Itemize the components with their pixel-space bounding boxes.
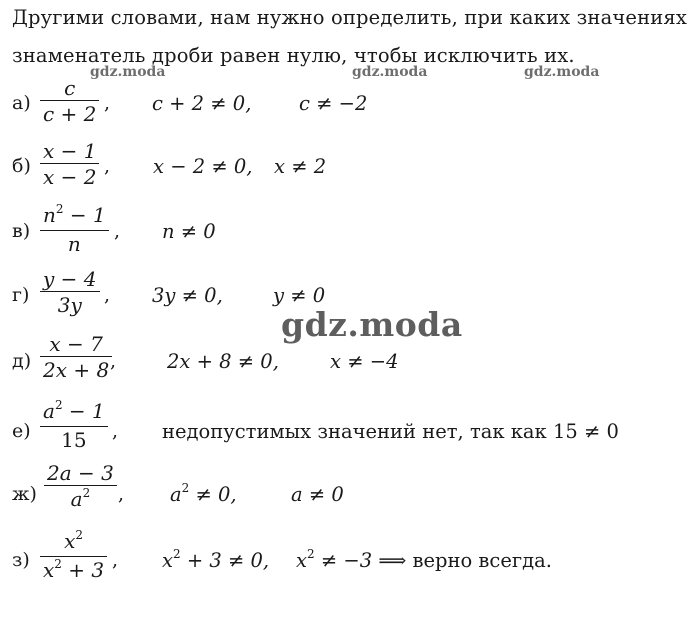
condition: 3y ≠ 0, [152,284,223,307]
numerator: 2a − 3 [47,461,114,485]
fraction [44,461,117,515]
result: $x^2 \ne -3$ ⟹ верно всегда. [296,547,552,572]
result: a ≠ 0 [291,483,344,506]
result: c ≠ −2 [299,92,368,115]
denominator: n [67,232,81,256]
comma: , [104,155,111,177]
numerator: y − 4 [43,267,97,291]
fraction [40,139,99,190]
item-label: г) [12,284,30,306]
condition: 2x + 8 ≠ 0, [167,350,279,373]
item-label: а) [12,92,31,114]
condition: n ≠ 0 [162,220,216,243]
denominator: c + 2 [43,102,97,126]
fraction [40,203,109,257]
denominator: $x^2 + 3$ [43,557,105,582]
comma: , [112,420,119,442]
comma: , [112,549,119,571]
item-label: д) [12,350,32,372]
comma: , [104,284,111,306]
result: x ≠ −4 [330,350,399,373]
denominator: 2x + 8 [43,358,110,382]
comma: , [110,350,117,372]
denominator: 15 [61,428,87,452]
result: x ≠ 2 [274,155,327,178]
fraction [40,332,112,383]
watermark-big: gdz.moda [281,305,463,344]
condition: недопустимых значений нет, так как 15 ≠ 0 [162,420,619,443]
numerator: c [64,76,76,100]
numerator: $a^2 - 1$ [43,398,105,423]
fraction [40,267,100,318]
condition: c + 2 ≠ 0, [152,92,252,115]
watermark-small: gdz.moda [90,64,166,80]
item-label: ж) [12,483,37,505]
denominator: x − 2 [43,165,97,189]
condition: x − 2 ≠ 0, [153,155,253,178]
watermark-small: gdz.moda [524,64,600,80]
watermark-small: gdz.moda [352,64,428,80]
item-label: е) [12,420,31,442]
comma: , [118,483,125,505]
condition: $a^2 \ne 0$, [170,481,237,506]
comma: , [104,92,111,114]
denominator: 3y [57,293,82,317]
condition: $x^2 + 3 \ne 0$, [162,547,270,572]
denominator: $a^2$ [70,486,91,511]
numerator: $x^2$ [64,528,84,553]
fraction [40,529,107,586]
item-label: в) [12,220,31,242]
intro-line-1: Другими словами, нам нужно определить, при каких значениях [12,6,687,29]
numerator: x − 7 [49,332,103,356]
numerator: x − 1 [43,139,97,163]
item-label: з) [12,549,30,571]
numerator: $n^2 - 1$ [43,202,106,227]
fraction [40,399,108,453]
item-label: б) [12,155,31,177]
intro-line-2: знаменатель дроби равен нулю, чтобы исключить их. [12,44,575,67]
fraction [40,76,99,127]
comma: , [114,220,121,242]
result: y ≠ 0 [273,284,326,307]
